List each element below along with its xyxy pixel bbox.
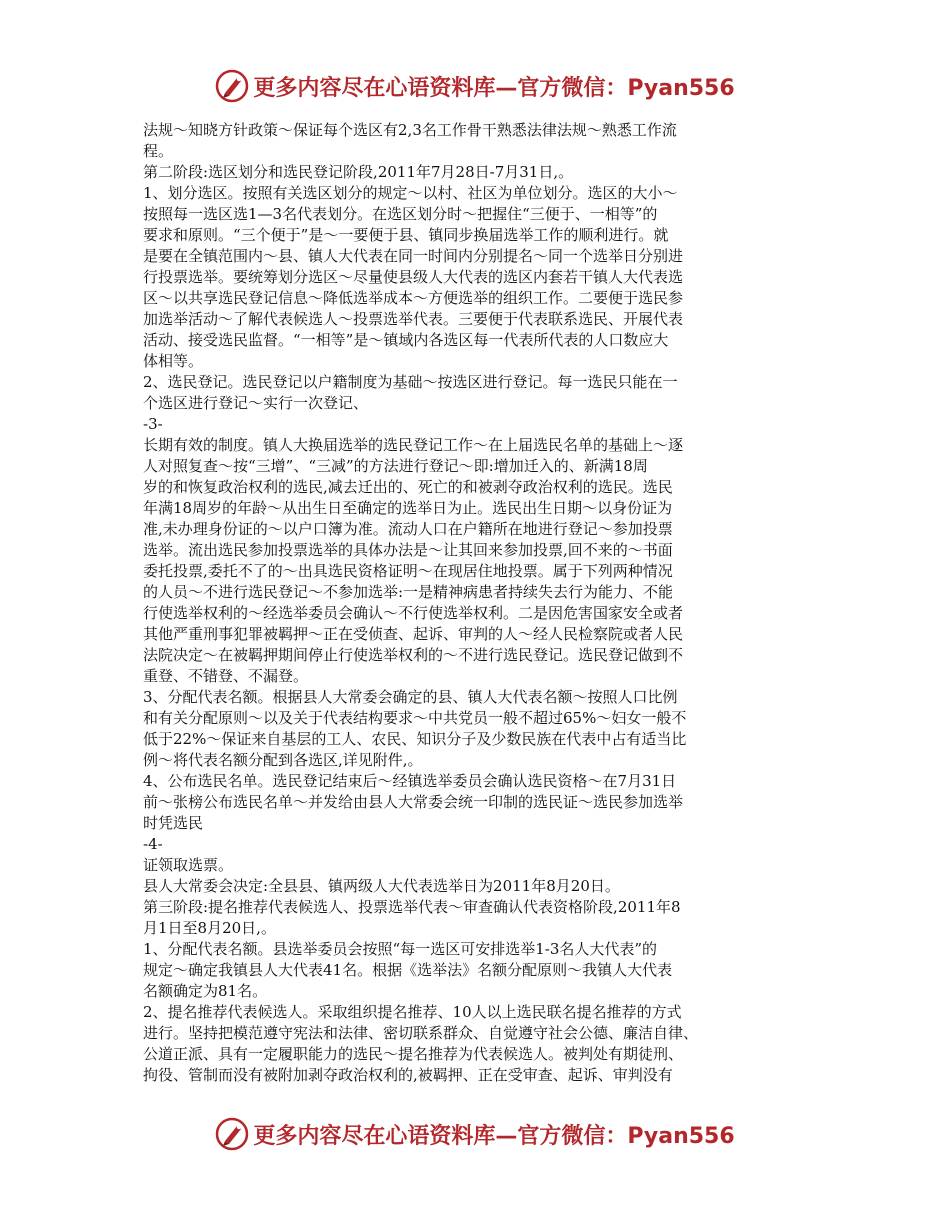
text-line: 的人员～不进行选民登记～不参加选举:一是精神病患者持续失去行为能力、不能 (143, 583, 674, 601)
text-line: 公道正派、具有一定履职能力的选民～提名推荐为代表候选人。被判处有期徒刑、 (143, 1045, 684, 1063)
text-line: 前～张榜公布选民名单～并发给由县人大常委会统一印制的选民证～选民参加选举 (143, 793, 684, 811)
text-line: -3- (143, 415, 163, 433)
text-line: 准,未办理身份证的～以户口簿为准。流动人口在户籍所在地进行登记～参加投票 (143, 520, 673, 538)
text-line: 第三阶段:提名推荐代表候选人、投票选举代表～审查确认代表资格阶段,2011年8 (143, 898, 681, 916)
text-line: 其他严重刑事犯罪被羁押～正在受侦查、起诉、审判的人～经人民检察院或者人民 (143, 625, 684, 643)
text-line: 1、分配代表名额。县选举委员会按照“每一选区可安排选举1-3名人大代表”的 (143, 940, 658, 958)
text-line: 和有关分配原则～以及关于代表结构要求～中共党员一般不超过65%～妇女一般不 (143, 709, 687, 727)
pen-logo-icon (215, 69, 249, 103)
text-line: 第二阶段:选区划分和选民登记阶段,2011年7月28日-7月31日,。 (143, 163, 574, 181)
text-line: 委托投票,委托不了的～出具选民资格证明～在现居住地投票。属于下列两种情况 (143, 562, 673, 580)
text-line: 规定～确定我镇县人大代表41名。根据《选举法》名额分配原则～我镇人大代表 (143, 961, 673, 979)
text-line: 2、选民登记。选民登记以户籍制度为基础～按选区进行登记。每一选民只能在一 (143, 373, 678, 391)
text-line: 月1日至8月20日,。 (143, 919, 276, 937)
text-line: 行使选举权利的～经选举委员会确认～不行使选举权利。二是因危害国家安全或者 (143, 604, 684, 622)
text-line: 1、划分选区。按照有关选区划分的规定～以村、社区为单位划分。选区的大小～ (143, 184, 678, 202)
document-body (143, 120, 823, 1086)
text-line: 人对照复查～按“三增”、“三减”的方法进行登记～即:增加迁入的、新满18周 (143, 457, 648, 475)
text-line: 重登、不错登、不漏登。 (143, 667, 309, 685)
footer-banner (0, 1112, 950, 1156)
header-banner-text: 更多内容尽在心语资料库—官方微信：Pyan556 (253, 75, 735, 101)
text-line: 按照每一选区选1—3名代表划分。在选区划分时～把握住“三便于、一相等”的 (143, 205, 658, 223)
header-banner (0, 64, 950, 108)
text-line: 体相等。 (143, 352, 204, 370)
text-line: 要求和原则。“三个便于”是～一要便于县、镇同步换届选举工作的顺利进行。就 (143, 226, 669, 244)
text-line: 名额确定为81名。 (143, 982, 268, 1000)
footer-banner-text: 更多内容尽在心语资料库—官方微信：Pyan556 (253, 1123, 735, 1149)
text-line: 2、提名推荐代表候选人。采取组织提名推荐、10人以上选民联名提名推荐的方式 (143, 1003, 682, 1021)
text-line: 证领取选票。 (143, 856, 234, 874)
text-line: 程。 (143, 142, 174, 160)
text-line: 岁的和恢复政治权利的选民,减去迁出的、死亡的和被剥夺政治权利的选民。选民 (143, 478, 673, 496)
text-line: 时凭选民 (143, 814, 204, 832)
text-line: 个选区进行登记～实行一次登记、 (143, 394, 369, 412)
text-line: 法院决定～在被羁押期间停止行使选举权利的～不进行选民登记。选民登记做到不 (143, 646, 684, 664)
text-line: 是要在全镇范围内～县、镇人大代表在同一时间内分别提名～同一个选举日分别进 (143, 247, 684, 265)
text-line: 法规～知晓方针政策～保证每个选区有2,3名工作骨干熟悉法律法规～熟悉工作流 (143, 121, 677, 139)
text-line: 县人大常委会决定:全县县、镇两级人大代表选举日为2011年8月20日。 (143, 877, 620, 895)
text-line: -4- (143, 835, 163, 853)
pen-logo-icon (215, 1117, 249, 1151)
text-line: 3、分配代表名额。根据县人大常委会确定的县、镇人大代表名额～按照人口比例 (143, 688, 678, 706)
text-line: 低于22%～保证来自基层的工人、农民、知识分子及少数民族在代表中占有适当比 (143, 730, 687, 748)
text-line: 4、公布选民名单。选民登记结束后～经镇选举委员会确认选民资格～在7月31日 (143, 772, 677, 790)
text-line: 进行。坚持把模范遵守宪法和法律、密切联系群众、自觉遵守社会公德、廉洁自律、 (143, 1024, 699, 1042)
text-line: 行投票选举。要统筹划分选区～尽量使县级人大代表的选区内套若干镇人大代表选 (143, 268, 684, 286)
text-line: 例～将代表名额分配到各选区,详见附件,。 (143, 751, 423, 769)
text-line: 选举。流出选民参加投票选举的具体办法是～让其回来参加投票,回不来的～书面 (143, 541, 673, 559)
text-line: 长期有效的制度。镇人大换届选举的选民登记工作～在上届选民名单的基础上～逐 (143, 436, 684, 454)
text-line: 活动、接受选民监督。“一相等”是～镇域内各选区每一代表所代表的人口数应大 (143, 331, 669, 349)
text-line: 年满18周岁的年龄～从出生日至确定的选举日为止。选民出生日期～以身份证为 (143, 499, 673, 517)
text-line: 拘役、管制而没有被附加剥夺政治权利的,被羁押、正在受审查、起诉、审判没有 (143, 1066, 673, 1084)
text-line: 加选举活动～了解代表候选人～投票选举代表。三要便于代表联系选民、开展代表 (143, 310, 684, 328)
text-line: 区～以共享选民登记信息～降低选举成本～方便选举的组织工作。二要便于选民参 (143, 289, 684, 307)
